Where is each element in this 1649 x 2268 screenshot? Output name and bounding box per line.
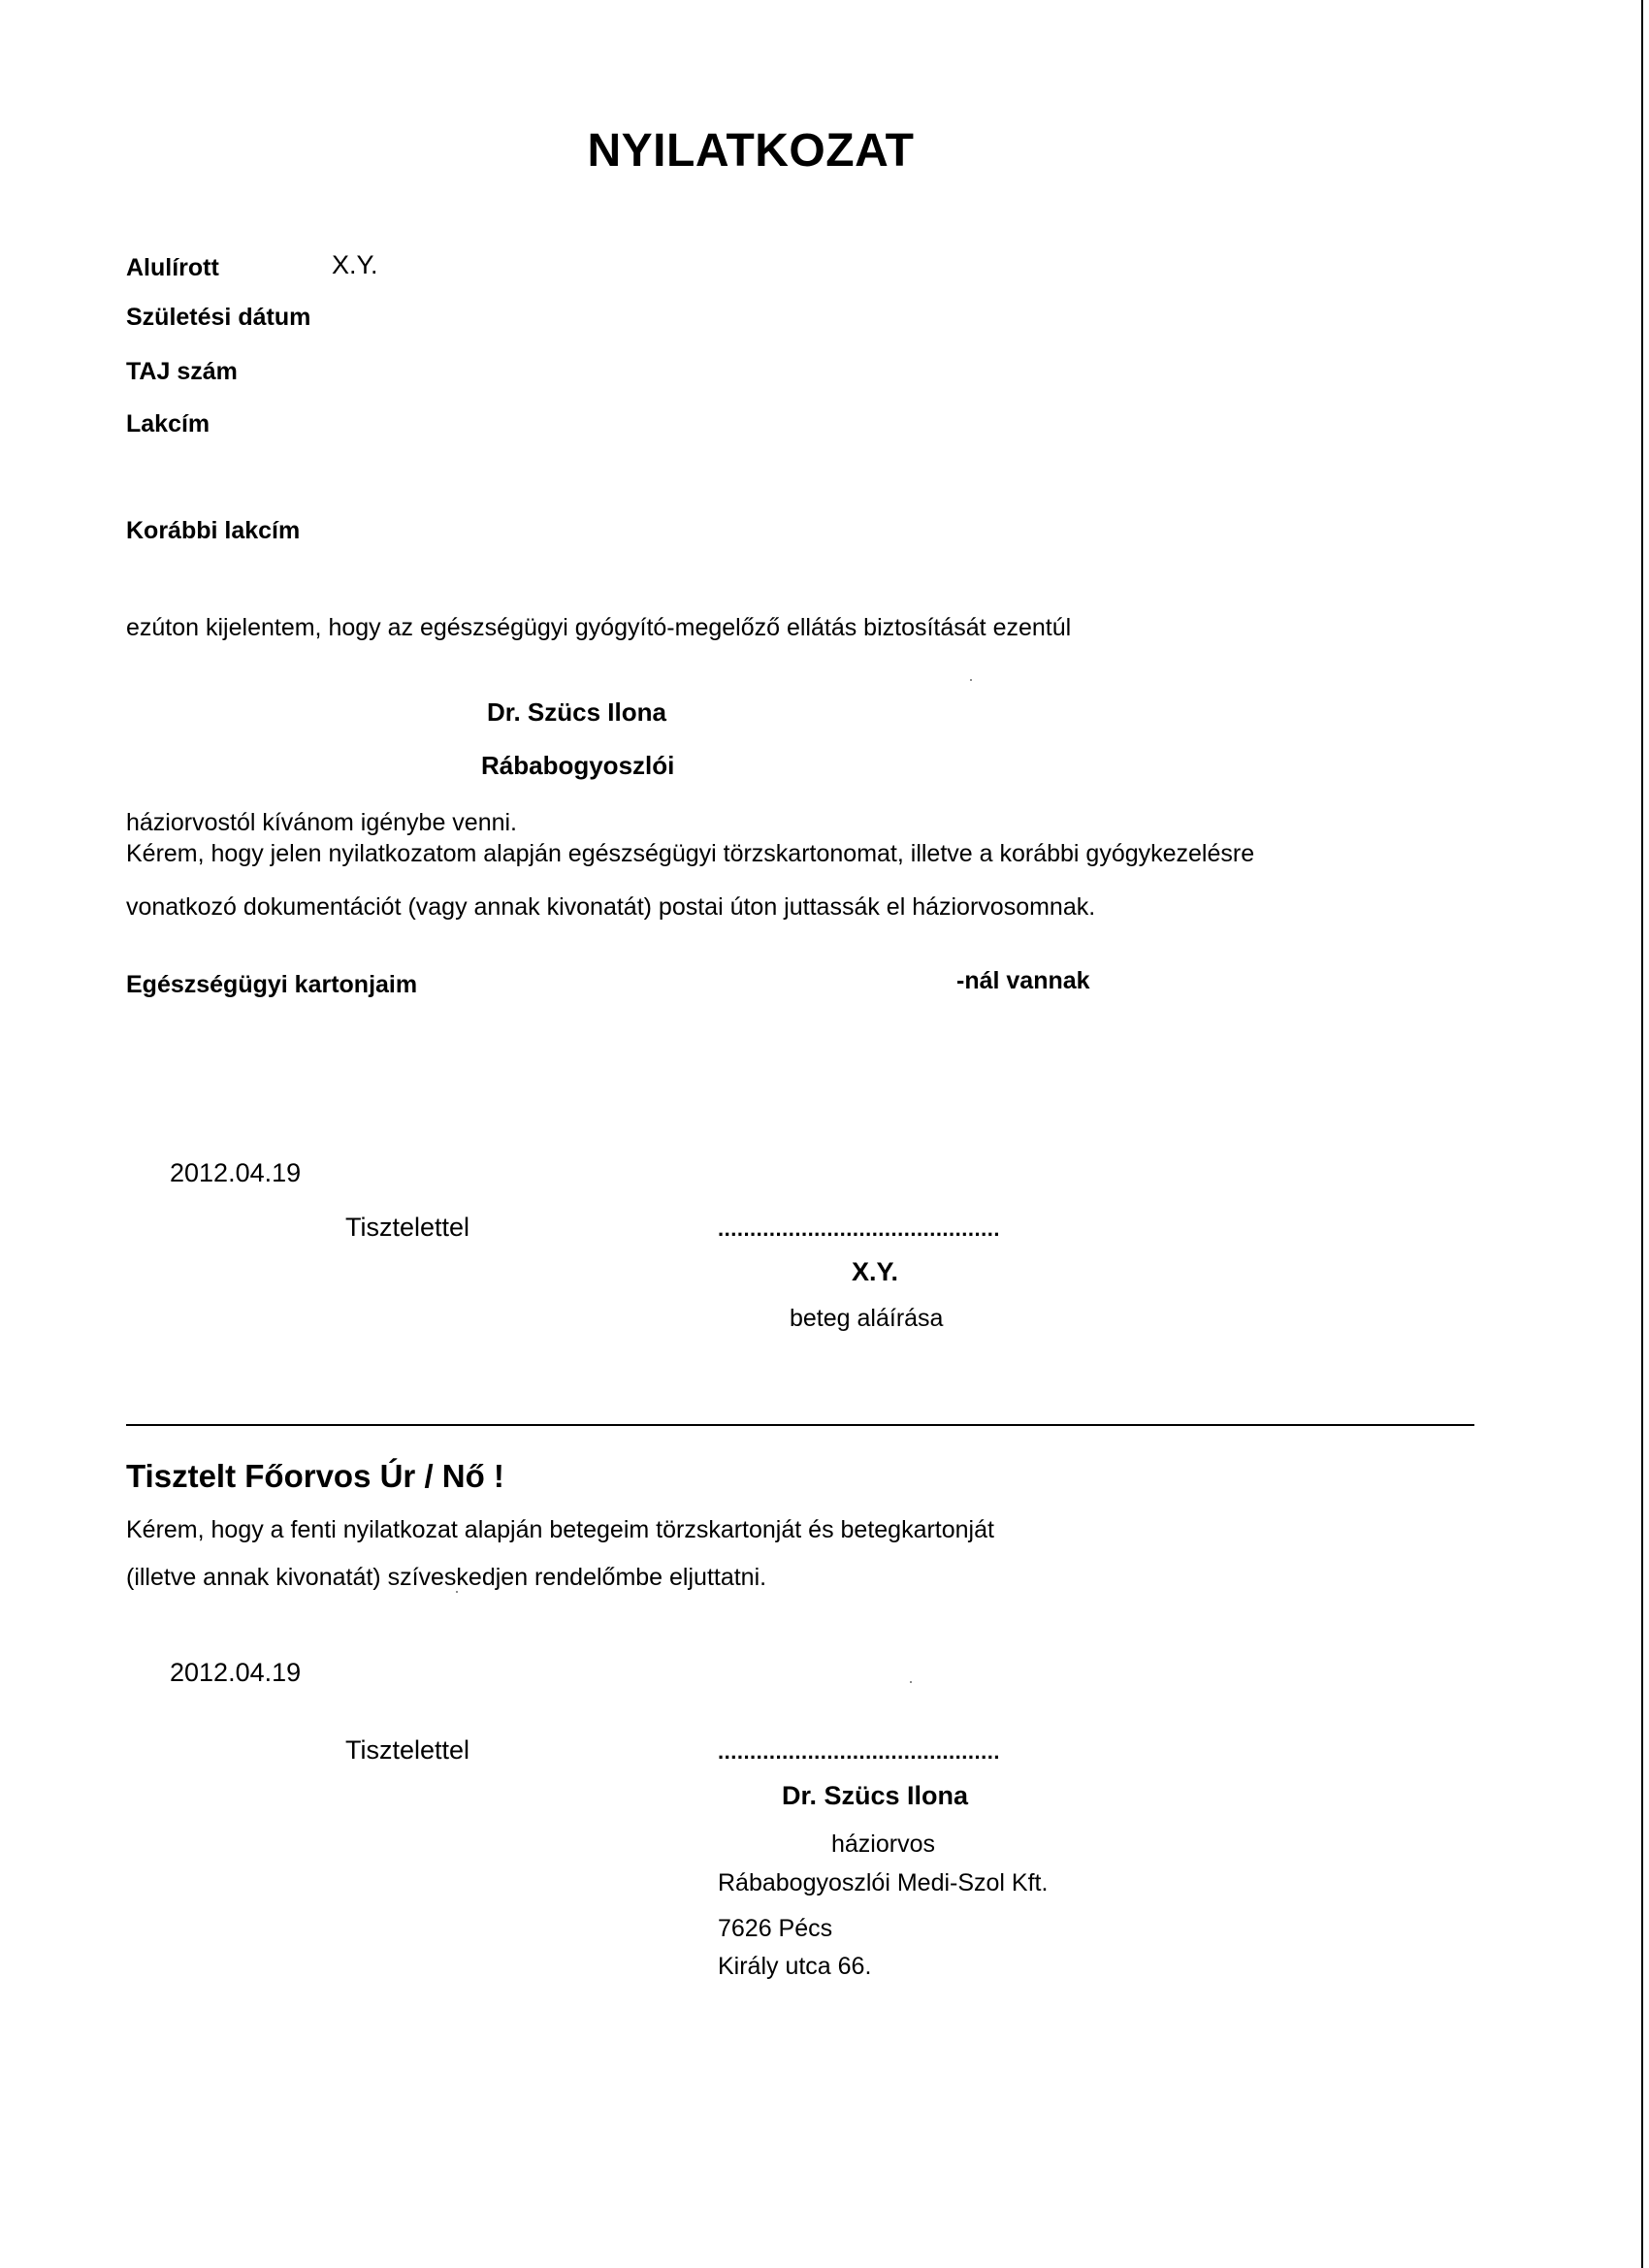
lakcim-label: Lakcím: [126, 410, 210, 437]
tisztelettel-1: Tisztelettel: [345, 1213, 470, 1242]
letter-line-2: (illetve annak kivonatát) szíveskedjen rendelőmbe eljuttatni.: [126, 1564, 767, 1591]
scan-speck: [910, 1681, 912, 1683]
date-2: 2012.04.19: [170, 1658, 302, 1687]
patient-signer-name: X.Y.: [852, 1257, 899, 1286]
nal-vannak-label: -nál vannak: [956, 967, 1090, 994]
letter-line-1: Kérem, hogy a fenti nyilatkozat alapján betegeim törzskartonját és betegkartonját: [126, 1516, 994, 1543]
practice-name: Rábabogyoszlói Medi-Szol Kft.: [718, 1869, 1049, 1896]
haziorvos-line: háziorvostól kívánom igénybe venni.: [126, 809, 518, 836]
scan-speck: [456, 1591, 458, 1593]
page-edge-line: [1641, 0, 1643, 2268]
section-divider: [126, 1424, 1474, 1426]
signature-line-2: ............................................: [718, 1739, 1000, 1764]
request-line-2: vonatkozó dokumentációt (vagy annak kivonatát) postai úton juttassák el háziorvosomnak.: [126, 893, 1096, 921]
date-1: 2012.04.19: [170, 1158, 302, 1187]
korabbi-lakcim-label: Korábbi lakcím: [126, 517, 301, 544]
document-title: NYILATKOZAT: [587, 125, 915, 177]
taj-szam-label: TAJ szám: [126, 358, 238, 385]
practice-street: Király utca 66.: [718, 1953, 872, 1980]
letter-heading: Tisztelt Főorvos Úr / Nő !: [126, 1458, 504, 1494]
szuletesi-datum-label: Születési dátum: [126, 304, 311, 331]
doctor-role: háziorvos: [831, 1831, 935, 1858]
practice-city: 7626 Pécs: [718, 1915, 833, 1942]
statement-line: ezúton kijelentem, hogy az egészségügyi gyógyító-megelőző ellátás biztosítását ezentúl: [126, 614, 1072, 641]
doctor-name: Dr. Szücs Ilona: [487, 697, 666, 727]
alulirott-value: X.Y.: [332, 250, 378, 279]
tisztelettel-2: Tisztelettel: [345, 1735, 470, 1765]
doctor-signer-name: Dr. Szücs Ilona: [782, 1781, 969, 1810]
signature-line-1: ............................................: [718, 1216, 1000, 1241]
request-line-1: Kérem, hogy jelen nyilatkozatom alapján egészségügyi törzskartonomat, illetve a korábbi gyógykezelésre: [126, 840, 1255, 867]
kartonok-label: Egészségügyi kartonjaim: [126, 971, 418, 998]
alulirott-label: Alulírott: [126, 254, 219, 281]
scan-speck: [970, 679, 972, 681]
doctor-place: Rábabogyoszlói: [481, 751, 675, 780]
patient-signature-caption: beteg aláírása: [790, 1305, 944, 1332]
